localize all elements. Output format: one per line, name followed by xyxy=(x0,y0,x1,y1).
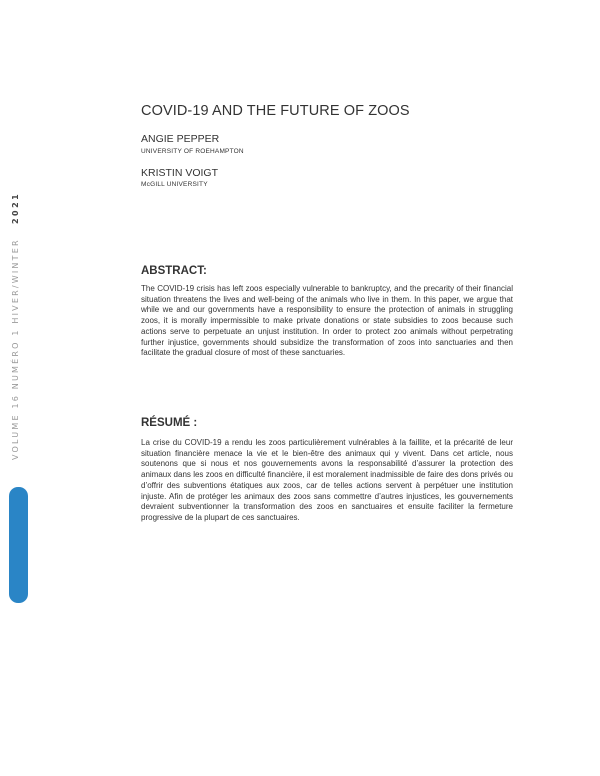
resume-heading: RÉSUMÉ : xyxy=(141,417,198,429)
article-title: COVID-19 AND THE FUTURE OF ZOOS xyxy=(141,103,410,119)
accent-tab xyxy=(9,487,28,603)
author-affiliation-2: McGILL UNIVERSITY xyxy=(141,181,208,188)
volume-issue-text: VOLUME 16 NUMÉRO 1 HIVER/WINTER xyxy=(11,238,20,460)
author-name-1: ANGIE PEPPER xyxy=(141,133,220,145)
volume-year: 2021 xyxy=(11,191,20,225)
journal-volume-sidebar xyxy=(7,160,27,460)
author-affiliation-1: UNIVERSITY OF ROEHAMPTON xyxy=(141,148,244,155)
resume-text: La crise du COVID-19 a rendu les zoos particulièrement vulnérables à la faillite, et la précarité de leur situation financière menace la vie et le bien-être des animaux qui y vivent. Dans cet article, nous soutenons que si nous et nos gouvernements avons la responsabilité d’assurer la protection des animaux dans les zoos en difficulté financière, il est moralement inadmissible de faire des dons privés ou d’offrir des subventions étatiques aux zoos, car de telles actions servent à perpétuer une institution injuste. Afin de protéger les animaux des zoos sans commettre d’autres injustices, les gouvernements devraient subventionner la transformation des zoos en sanctuaires et ensuite faciliter la fermeture progressive de la plupart de ces sanctuaires. xyxy=(141,438,513,522)
author-name-2: KRISTIN VOIGT xyxy=(141,167,219,179)
abstract-heading: ABSTRACT: xyxy=(141,265,207,277)
abstract-text: The COVID-19 crisis has left zoos especially vulnerable to bankruptcy, and the precarity of their financial situation threatens the lives and well-being of the animals who live in them. In this paper, we argue that while we and our governments have a responsibility to ensure the protection of animals in struggling zoos, it is morally impermissible to make private donations or state subsidies to zoos because such actions serve to perpetuate an unjust institution. In order to protect zoo animals without perpetrating further injustice, governments should subsidize the transformation of zoos into sanctuaries and then facilitate the gradual closure of most of these sanctuaries. xyxy=(141,284,513,358)
